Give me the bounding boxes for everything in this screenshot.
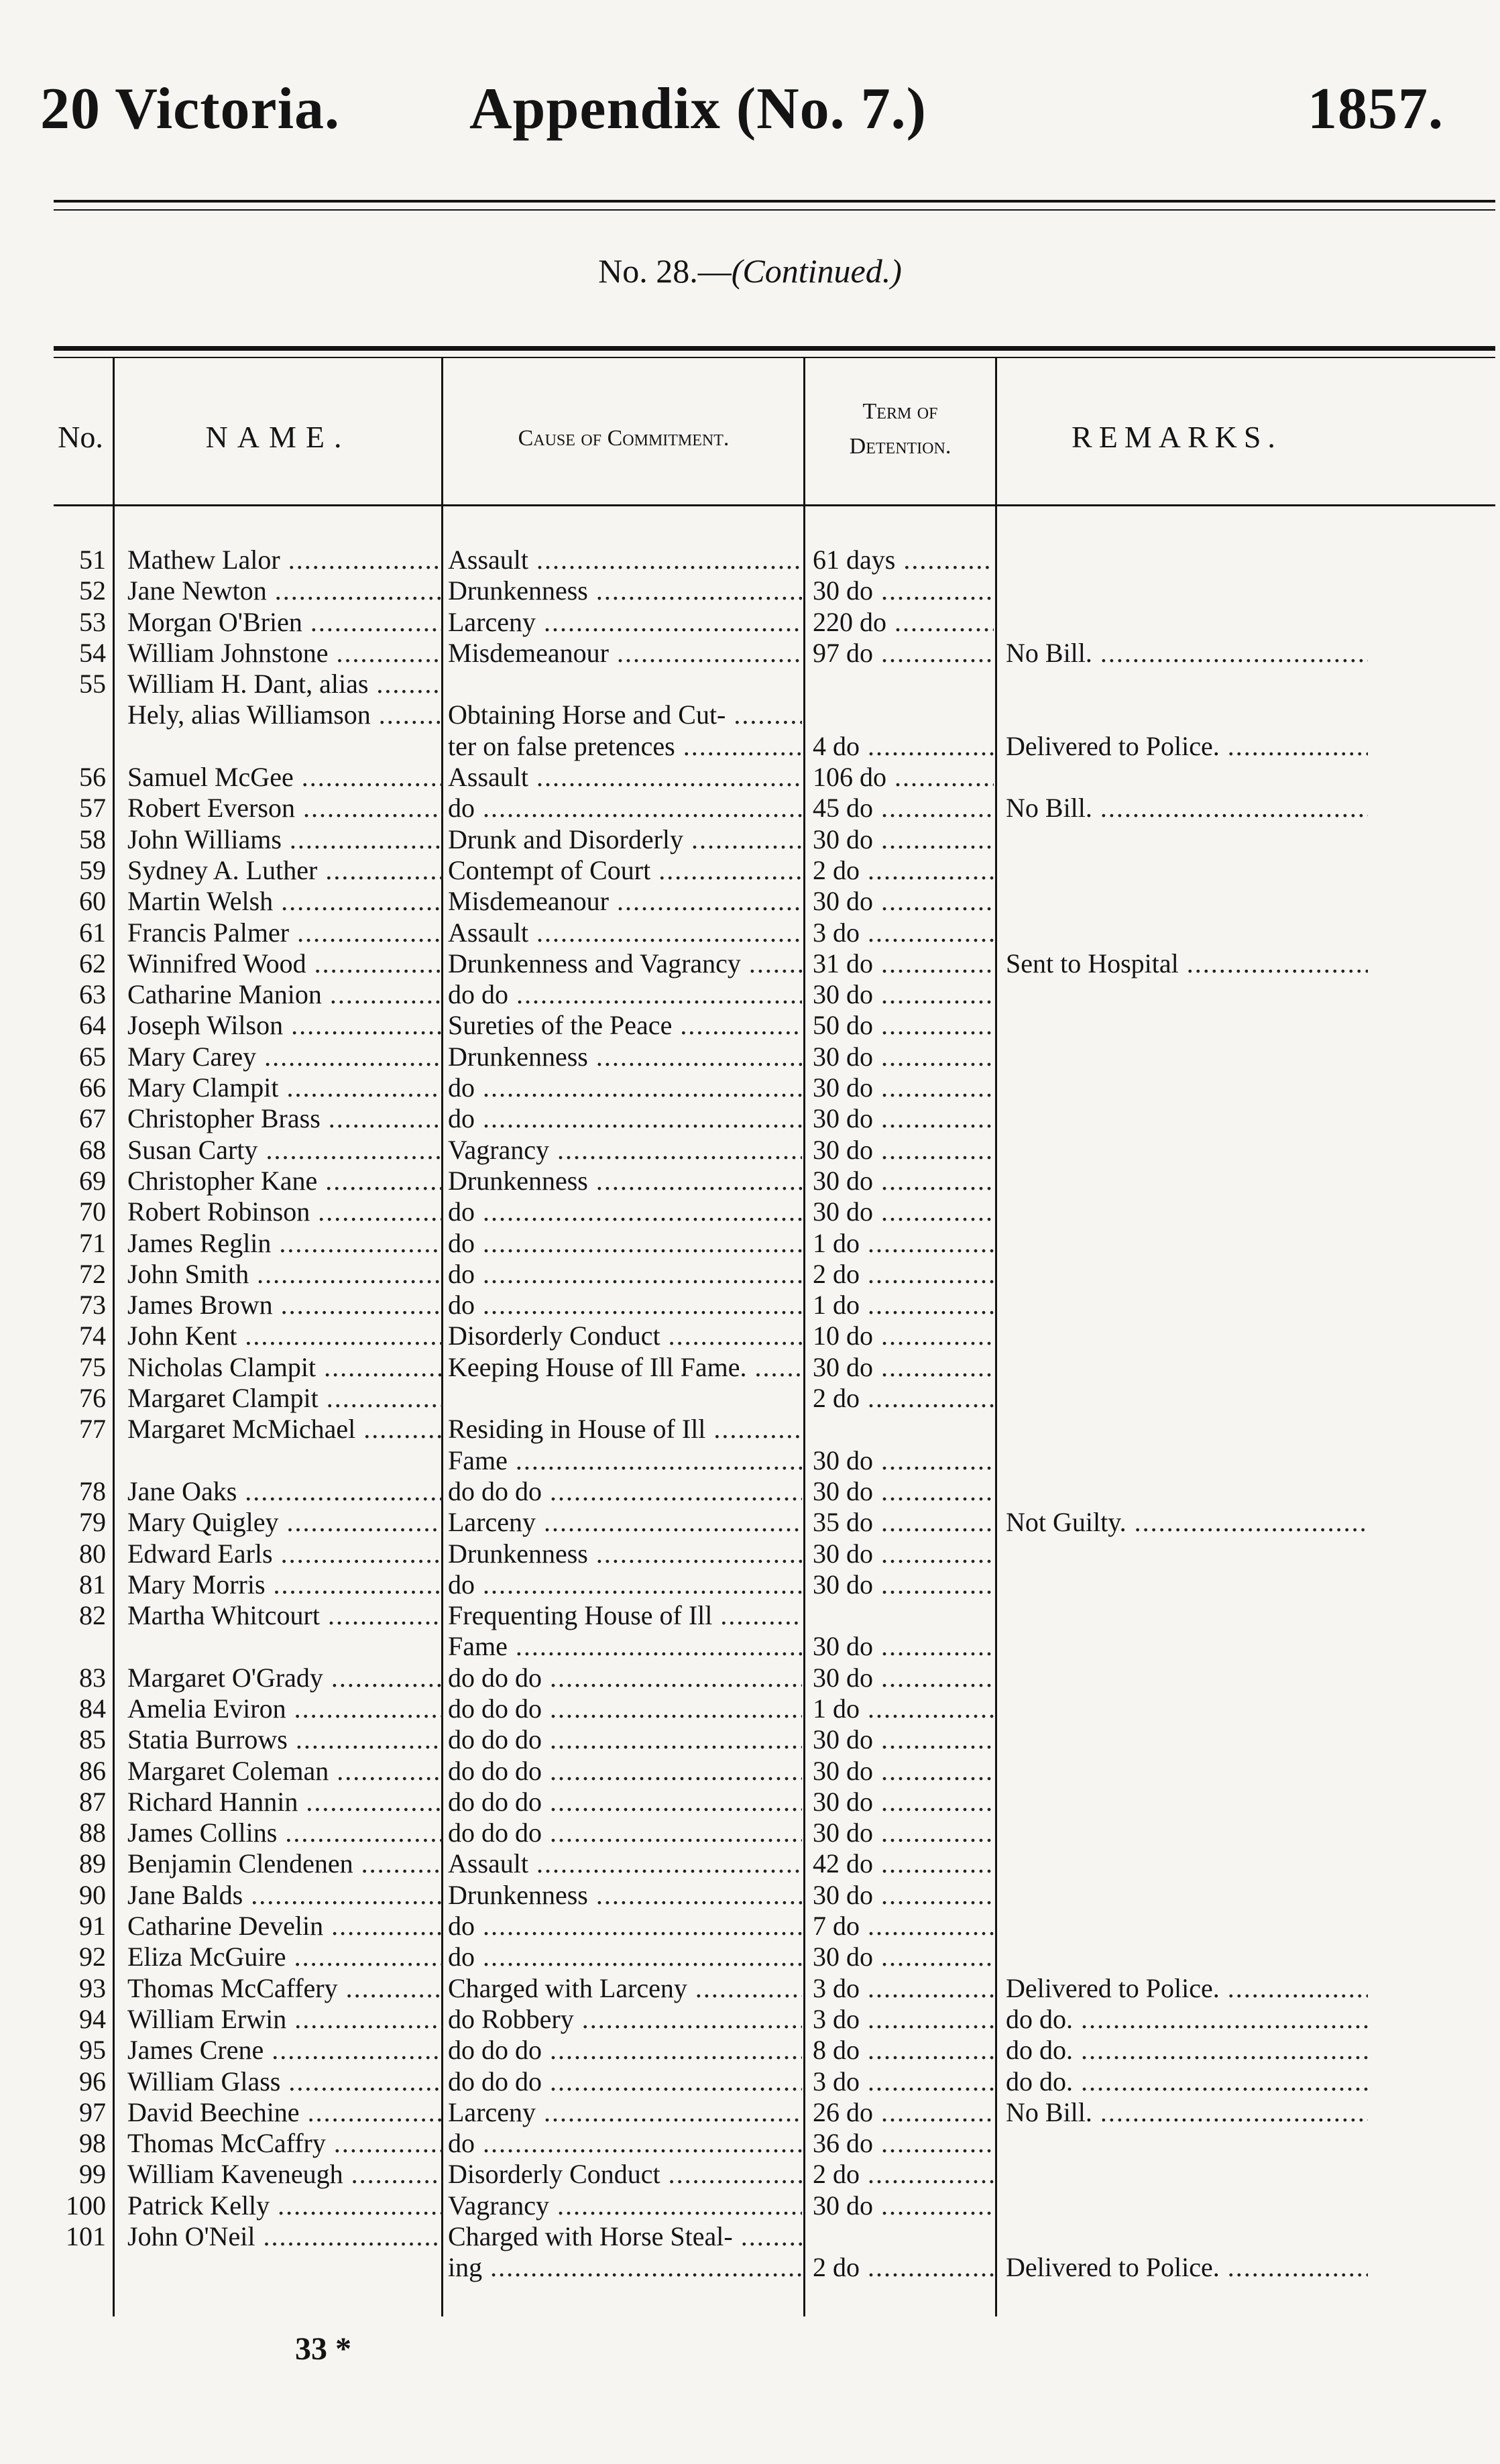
row-cause: do do .....	[448, 979, 802, 1010]
row-name: Winnifred Wood .....	[127, 948, 443, 979]
row-number: 76	[79, 1383, 106, 1414]
row-number: 69	[79, 1165, 106, 1196]
row-cause: Misdemeanour .....	[448, 638, 802, 669]
row-remarks: No Bill. .....	[1006, 2097, 1368, 2128]
row-term: 30 do .....	[813, 1538, 994, 1569]
row-cause: Drunkenness .....	[448, 1880, 802, 1911]
row-term: 30 do .....	[813, 1724, 994, 1755]
row-number: 99	[79, 2159, 106, 2190]
row-cause: Assault .....	[448, 917, 802, 948]
row-name: Robert Everson .....	[127, 793, 443, 824]
row-cause: do Robbery .....	[448, 2004, 802, 2035]
row-cause: do do do .....	[448, 2066, 802, 2097]
row-cause: Obtaining Horse and Cut- .....	[448, 699, 802, 730]
row-term: 2 do .....	[813, 2159, 994, 2190]
row-remarks: No Bill. .....	[1006, 638, 1368, 669]
row-cause: Larceny .....	[448, 2097, 802, 2128]
row-remarks: Delivered to Police. .....	[1006, 2252, 1368, 2283]
row-cause: ing .....	[448, 2252, 802, 2283]
row-number: 85	[79, 1724, 106, 1755]
row-cause: do do do .....	[448, 1693, 802, 1724]
row-term: 42 do .....	[813, 1848, 994, 1879]
row-cause: do .....	[448, 2128, 802, 2159]
table-row	[0, 1724, 1500, 1755]
row-cause: Contempt of Court .....	[448, 855, 802, 886]
row-term: 1 do .....	[813, 1228, 994, 1259]
row-term: 3 do .....	[813, 1973, 994, 2004]
table-row	[0, 731, 1500, 762]
row-term: 30 do .....	[813, 1042, 994, 1072]
row-number: 70	[79, 1196, 106, 1227]
row-term: 30 do .....	[813, 575, 994, 606]
row-term: 30 do .....	[813, 1631, 994, 1662]
row-term: 2 do .....	[813, 1383, 994, 1414]
header-year: 1857.	[1308, 76, 1444, 142]
row-cause: Charged with Larceny .....	[448, 1973, 802, 2004]
table-row	[0, 855, 1500, 886]
row-number: 62	[79, 948, 106, 978]
row-name: Mary Morris .....	[127, 1569, 443, 1600]
row-name: Eliza McGuire .....	[127, 1942, 443, 1972]
row-remarks: No Bill. .....	[1006, 793, 1368, 824]
row-term: 3 do .....	[813, 2066, 994, 2097]
row-name: Jane Balds .....	[127, 1880, 443, 1911]
table-row	[0, 1259, 1500, 1290]
row-number: 82	[79, 1600, 106, 1631]
row-name: Sydney A. Luther .....	[127, 855, 443, 886]
row-name: Mathew Lalor .....	[127, 545, 443, 575]
row-name: Hely, alias Williamson .....	[127, 699, 443, 730]
row-cause: Misdemeanour .....	[448, 886, 802, 917]
row-term: 30 do .....	[813, 1880, 994, 1911]
row-name: Margaret McMichael .....	[127, 1414, 443, 1445]
row-number: 88	[79, 1817, 106, 1848]
row-name: Statia Burrows .....	[127, 1724, 443, 1755]
table-row	[0, 2252, 1500, 2283]
row-cause: Charged with Horse Steal- .....	[448, 2221, 802, 2252]
row-name: Francis Palmer .....	[127, 917, 443, 948]
header-session: 20 Victoria.	[40, 76, 341, 142]
row-term: 30 do .....	[813, 1135, 994, 1166]
row-term: 3 do .....	[813, 2004, 994, 2035]
row-cause: do .....	[448, 1911, 802, 1942]
table-row	[0, 1973, 1500, 2004]
row-name: Benjamin Clendenen .....	[127, 1848, 443, 1879]
table-row	[0, 2128, 1500, 2159]
row-term: 30 do .....	[813, 1817, 994, 1848]
table-row	[0, 1042, 1500, 1072]
table-row	[0, 1321, 1500, 1351]
row-name: William Glass .....	[127, 2066, 443, 2097]
row-name: Christopher Brass .....	[127, 1103, 443, 1134]
row-name: Margaret Clampit .....	[127, 1383, 443, 1414]
row-remarks: do do. .....	[1006, 2004, 1368, 2035]
row-cause: ter on false pretences .....	[448, 731, 802, 762]
table-row	[0, 1290, 1500, 1321]
table-row	[0, 607, 1500, 638]
row-cause: Vagrancy .....	[448, 1135, 802, 1166]
row-term: 30 do .....	[813, 1352, 994, 1383]
table-subtitle	[0, 251, 1500, 290]
row-term: 36 do .....	[813, 2128, 994, 2159]
row-number: 72	[79, 1258, 106, 1289]
row-number: 84	[79, 1693, 106, 1724]
row-number: 95	[79, 2035, 106, 2066]
table-row	[0, 1010, 1500, 1041]
header-rule-thin	[54, 209, 1495, 211]
table-row	[0, 979, 1500, 1010]
row-number: 87	[79, 1786, 106, 1817]
table-row	[0, 2190, 1500, 2221]
row-name: Jane Newton .....	[127, 575, 443, 606]
row-cause: do .....	[448, 1290, 802, 1321]
row-term: 30 do .....	[813, 1476, 994, 1507]
table-row	[0, 1663, 1500, 1693]
column-header-no: No.	[58, 420, 103, 454]
row-term: 30 do .....	[813, 1569, 994, 1600]
row-number: 56	[79, 762, 106, 793]
table-row	[0, 948, 1500, 979]
row-number: 79	[79, 1507, 106, 1538]
row-name: Catharine Develin .....	[127, 1911, 443, 1942]
table-row	[0, 1911, 1500, 1942]
row-cause: do do do .....	[448, 2035, 802, 2066]
subtitle-number: No. 28.—	[598, 252, 732, 290]
row-cause: do .....	[448, 1072, 802, 1103]
row-number: 53	[79, 606, 106, 637]
row-term: 30 do .....	[813, 1072, 994, 1103]
row-name: Christopher Kane .....	[127, 1166, 443, 1196]
row-name: Jane Oaks .....	[127, 1476, 443, 1507]
row-term: 1 do .....	[813, 1290, 994, 1321]
row-term: 30 do .....	[813, 1756, 994, 1787]
table-top-rule	[54, 346, 1495, 351]
column-header-remarks: REMARKS.	[1072, 420, 1282, 454]
row-cause: Larceny .....	[448, 607, 802, 638]
row-cause: Keeping House of Ill Fame. .....	[448, 1352, 802, 1383]
row-name: Mary Quigley .....	[127, 1507, 443, 1538]
table-row	[0, 1756, 1500, 1787]
row-cause: Fame .....	[448, 1445, 802, 1476]
row-term: 2 do .....	[813, 2252, 994, 2283]
row-term: 30 do .....	[813, 979, 994, 1010]
row-term: 30 do .....	[813, 1787, 994, 1817]
row-cause: do .....	[448, 1103, 802, 1134]
row-cause: do do do .....	[448, 1756, 802, 1787]
row-number: 91	[79, 1911, 106, 1942]
page-number: 33 *	[295, 2331, 351, 2367]
row-name: Morgan O'Brien .....	[127, 607, 443, 638]
row-cause: do do do .....	[448, 1724, 802, 1755]
row-name: David Beechine .....	[127, 2097, 443, 2128]
table-row	[0, 1693, 1500, 1724]
table-row	[0, 699, 1500, 730]
row-cause: do .....	[448, 1942, 802, 1972]
table-row	[0, 1135, 1500, 1166]
table-row	[0, 1228, 1500, 1259]
row-number: 68	[79, 1134, 106, 1165]
table-row	[0, 1507, 1500, 1538]
table-row	[0, 1414, 1500, 1445]
row-cause: Assault .....	[448, 545, 802, 575]
row-number: 101	[66, 2221, 106, 2252]
row-number: 78	[79, 1475, 106, 1506]
row-cause: Drunk and Disorderly .....	[448, 824, 802, 855]
row-cause: Assault .....	[448, 762, 802, 793]
row-cause: Fame .....	[448, 1631, 802, 1662]
row-number: 86	[79, 1755, 106, 1786]
row-number: 81	[79, 1569, 106, 1600]
row-cause: Residing in House of Ill .....	[448, 1414, 802, 1445]
column-header-cause: Cause of Commitment.	[518, 426, 730, 451]
row-term: 31 do .....	[813, 948, 994, 979]
row-term: 8 do .....	[813, 2035, 994, 2066]
row-term: 30 do .....	[813, 824, 994, 855]
table-row	[0, 1942, 1500, 1972]
table-row	[0, 2066, 1500, 2097]
row-name: Patrick Kelly .....	[127, 2190, 443, 2221]
row-number: 57	[79, 793, 106, 824]
table-row	[0, 1787, 1500, 1817]
row-remarks: do do. .....	[1006, 2035, 1368, 2066]
row-name: James Reglin .....	[127, 1228, 443, 1259]
row-number: 55	[79, 669, 106, 699]
table-top-rule-thin	[54, 357, 1495, 358]
row-term: 220 do .....	[813, 607, 994, 638]
table-row	[0, 1538, 1500, 1569]
row-name: James Collins .....	[127, 1817, 443, 1848]
row-term: 35 do .....	[813, 1507, 994, 1538]
row-cause: do do do .....	[448, 1663, 802, 1693]
row-remarks: Not Guilty. .....	[1006, 1507, 1368, 1538]
row-term: 97 do .....	[813, 638, 994, 669]
row-cause: Drunkenness and Vagrancy .....	[448, 948, 802, 979]
row-number: 89	[79, 1848, 106, 1879]
table-row	[0, 1196, 1500, 1227]
table-row	[0, 1600, 1500, 1631]
row-number: 90	[79, 1879, 106, 1910]
row-term: 30 do .....	[813, 1445, 994, 1476]
header-rule-thick	[54, 200, 1495, 203]
column-header-name: NAME.	[205, 420, 351, 454]
row-name: Richard Hannin .....	[127, 1787, 443, 1817]
row-term: 26 do .....	[813, 2097, 994, 2128]
row-term: 30 do .....	[813, 1166, 994, 1196]
row-name: Margaret O'Grady .....	[127, 1663, 443, 1693]
row-term: 10 do .....	[813, 1321, 994, 1351]
row-cause: Sureties of the Peace .....	[448, 1010, 802, 1041]
table-row	[0, 2221, 1500, 2252]
row-name: Martin Welsh .....	[127, 886, 443, 917]
table-row	[0, 1476, 1500, 1507]
row-term: 106 do .....	[813, 762, 994, 793]
table-row	[0, 2159, 1500, 2190]
row-remarks: Delivered to Police. .....	[1006, 731, 1368, 762]
table-row	[0, 1631, 1500, 1662]
table-row	[0, 762, 1500, 793]
row-name: Mary Carey .....	[127, 1042, 443, 1072]
row-name: Samuel McGee .....	[127, 762, 443, 793]
row-number: 98	[79, 2128, 106, 2159]
row-number: 64	[79, 1010, 106, 1041]
row-name: William Kaveneugh .....	[127, 2159, 443, 2190]
table-row	[0, 824, 1500, 855]
row-number: 52	[79, 575, 106, 606]
row-name: John O'Neil .....	[127, 2221, 443, 2252]
row-number: 77	[79, 1414, 106, 1445]
row-number: 63	[79, 979, 106, 1010]
table-row	[0, 638, 1500, 669]
row-cause: do do do .....	[448, 1476, 802, 1507]
row-name: William Erwin .....	[127, 2004, 443, 2035]
row-term: 30 do .....	[813, 1942, 994, 1972]
row-term: 4 do .....	[813, 731, 994, 762]
row-term: 30 do .....	[813, 886, 994, 917]
table-row	[0, 793, 1500, 824]
row-name: Robert Robinson .....	[127, 1196, 443, 1227]
row-number: 92	[79, 1942, 106, 1972]
row-number: 96	[79, 2066, 106, 2096]
row-name: William H. Dant, alias .....	[127, 669, 443, 699]
table-row	[0, 886, 1500, 917]
table-row	[0, 575, 1500, 606]
row-number: 74	[79, 1321, 106, 1351]
row-number: 93	[79, 1972, 106, 2003]
row-name: John Kent .....	[127, 1321, 443, 1351]
row-term: 50 do .....	[813, 1010, 994, 1041]
table-row	[0, 1817, 1500, 1848]
row-number: 66	[79, 1072, 106, 1103]
table-row	[0, 1166, 1500, 1196]
row-term: 61 days .....	[813, 545, 994, 575]
row-cause: do .....	[448, 1259, 802, 1290]
row-term: 30 do .....	[813, 2190, 994, 2221]
table-row	[0, 1569, 1500, 1600]
row-term: 30 do .....	[813, 1103, 994, 1134]
row-cause: Drunkenness .....	[448, 1538, 802, 1569]
row-name: Catharine Manion .....	[127, 979, 443, 1010]
table-row	[0, 2035, 1500, 2066]
table-header-rule	[54, 504, 1495, 506]
row-name: John Williams .....	[127, 824, 443, 855]
row-number: 60	[79, 886, 106, 917]
table-row	[0, 1072, 1500, 1103]
column-header-term-line1: Term of	[862, 399, 938, 424]
row-cause: Drunkenness .....	[448, 1042, 802, 1072]
row-name: William Johnstone .....	[127, 638, 443, 669]
table-row	[0, 2097, 1500, 2128]
row-remarks: Delivered to Police. .....	[1006, 1973, 1368, 2004]
row-name: Susan Carty .....	[127, 1135, 443, 1166]
row-number: 83	[79, 1662, 106, 1693]
row-name: Thomas McCaffry .....	[127, 2128, 443, 2159]
column-header-term	[805, 394, 996, 464]
row-number: 75	[79, 1351, 106, 1382]
row-number: 73	[79, 1290, 106, 1321]
row-cause: do .....	[448, 1228, 802, 1259]
row-name: Martha Whitcourt .....	[127, 1600, 443, 1631]
table-row	[0, 669, 1500, 699]
row-cause: Disorderly Conduct .....	[448, 1321, 802, 1351]
row-number: 67	[79, 1103, 106, 1134]
row-name: Margaret Coleman .....	[127, 1756, 443, 1787]
row-number: 71	[79, 1227, 106, 1258]
row-name: Nicholas Clampit .....	[127, 1352, 443, 1383]
table-body	[0, 545, 1500, 2284]
row-cause: Larceny .....	[448, 1507, 802, 1538]
row-term: 45 do .....	[813, 793, 994, 824]
table-row	[0, 1445, 1500, 1476]
table-row	[0, 2004, 1500, 2035]
row-cause: Assault .....	[448, 1848, 802, 1879]
row-number: 97	[79, 2096, 106, 2127]
row-cause: do .....	[448, 1196, 802, 1227]
row-cause: do .....	[448, 793, 802, 824]
row-cause: Drunkenness .....	[448, 1166, 802, 1196]
row-term: 7 do .....	[813, 1911, 994, 1942]
row-cause: Drunkenness .....	[448, 575, 802, 606]
row-number: 94	[79, 2003, 106, 2034]
row-name: James Brown .....	[127, 1290, 443, 1321]
row-name: James Crene .....	[127, 2035, 443, 2066]
row-name: Thomas McCaffery .....	[127, 1973, 443, 2004]
row-name: Joseph Wilson .....	[127, 1010, 443, 1041]
row-number: 80	[79, 1538, 106, 1569]
row-cause: Disorderly Conduct .....	[448, 2159, 802, 2190]
table-row	[0, 545, 1500, 575]
row-cause: Frequenting House of Ill .....	[448, 1600, 802, 1631]
row-name: Amelia Eviron .....	[127, 1693, 443, 1724]
row-number: 59	[79, 854, 106, 885]
row-number: 65	[79, 1041, 106, 1072]
row-number: 54	[79, 637, 106, 668]
row-remarks: do do. .....	[1006, 2066, 1368, 2097]
table-row	[0, 1848, 1500, 1879]
row-term: 3 do .....	[813, 917, 994, 948]
table-row	[0, 1352, 1500, 1383]
row-cause: do do do .....	[448, 1817, 802, 1848]
row-cause: do do do .....	[448, 1787, 802, 1817]
row-cause: Vagrancy .....	[448, 2190, 802, 2221]
row-term: 2 do .....	[813, 1259, 994, 1290]
table-row	[0, 1383, 1500, 1414]
row-name: John Smith .....	[127, 1259, 443, 1290]
row-remarks: Sent to Hospital .....	[1006, 948, 1368, 979]
row-name: Edward Earls .....	[127, 1538, 443, 1569]
row-term: 30 do .....	[813, 1196, 994, 1227]
row-number: 61	[79, 917, 106, 948]
row-number: 58	[79, 824, 106, 854]
subtitle-continued: (Continued.)	[731, 252, 902, 290]
row-number: 51	[79, 545, 106, 575]
row-number: 100	[66, 2190, 106, 2221]
table-row	[0, 1103, 1500, 1134]
table-row	[0, 1880, 1500, 1911]
row-term: 2 do .....	[813, 855, 994, 886]
table-row	[0, 917, 1500, 948]
row-name: Mary Clampit .....	[127, 1072, 443, 1103]
column-header-term-line2: Detention.	[849, 434, 951, 459]
row-term: 1 do .....	[813, 1693, 994, 1724]
row-term: 30 do .....	[813, 1663, 994, 1693]
header-appendix: Appendix (No. 7.)	[469, 76, 927, 142]
row-cause: do .....	[448, 1569, 802, 1600]
